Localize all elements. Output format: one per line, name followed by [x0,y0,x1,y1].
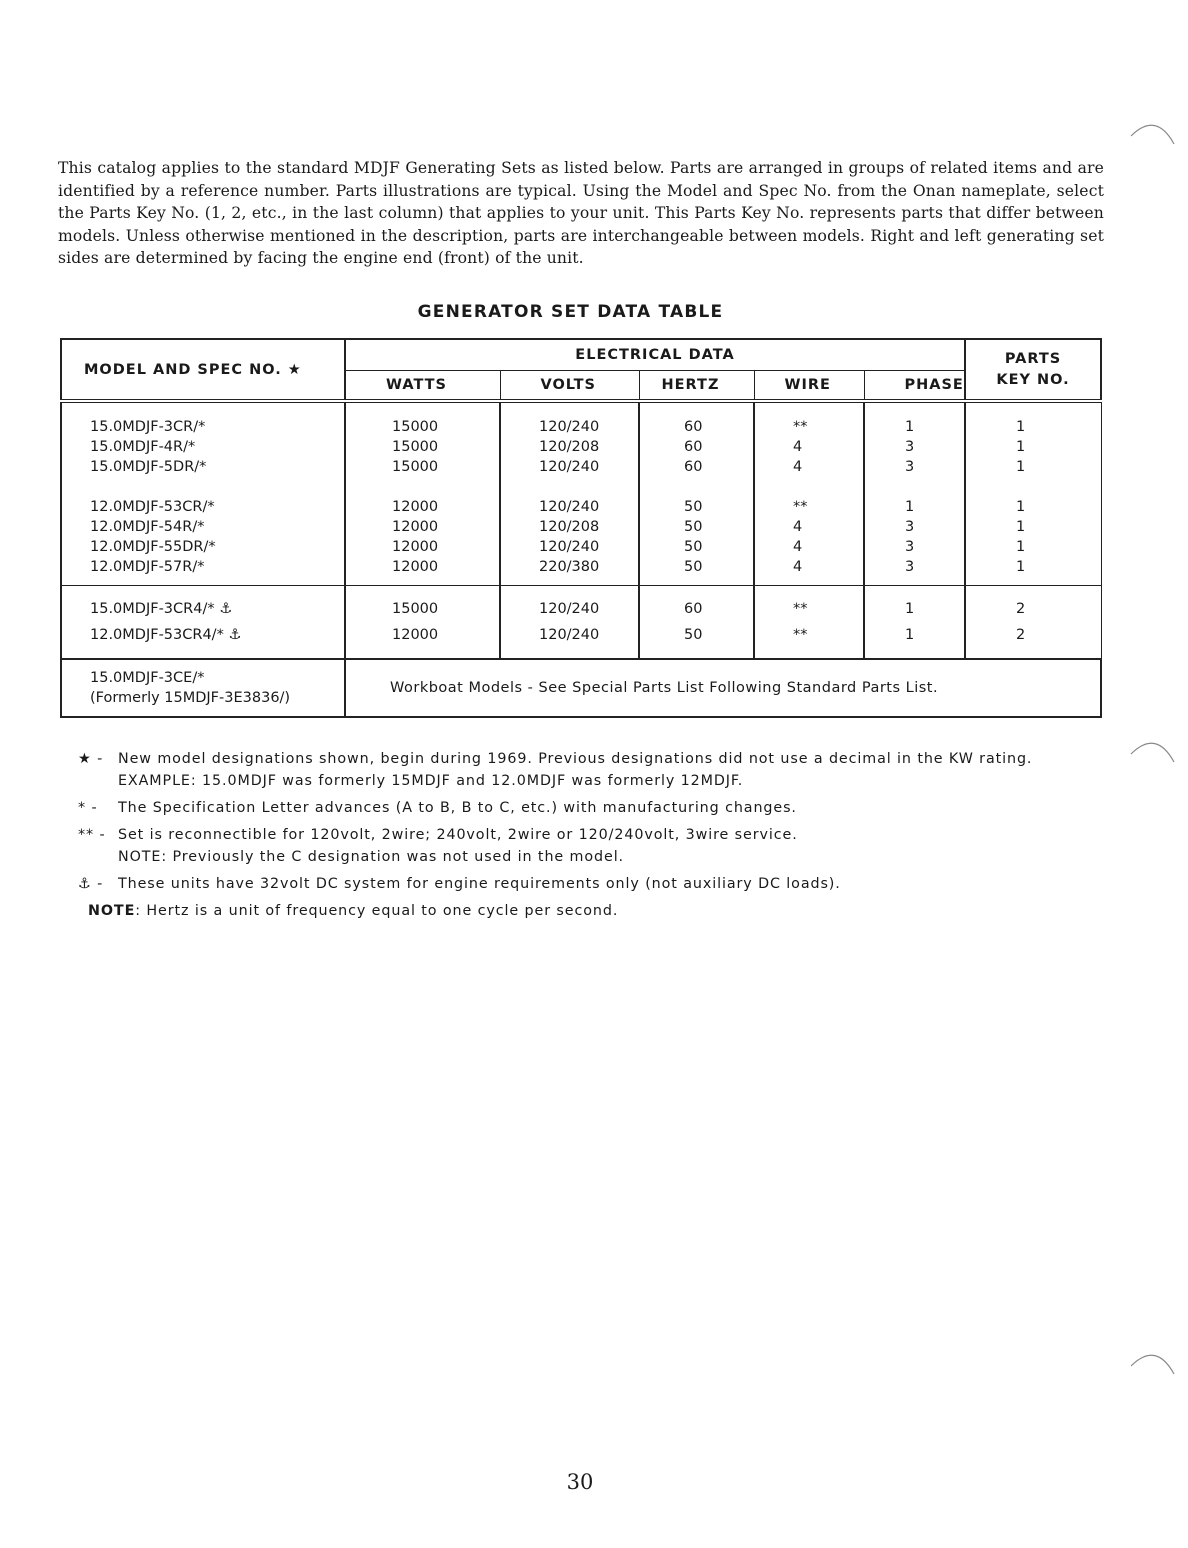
wire-cell [754,481,864,586]
key-cell [965,586,1101,660]
volts-cell [500,401,639,481]
key-value: 1 [1016,559,1026,575]
header-parts-key [965,339,1101,401]
hertz-cell [639,401,754,481]
hertz-value: 50 [684,499,703,515]
watts-value: 12000 [392,539,439,555]
phase-value: 3 [905,519,915,535]
footnotes [74,748,1074,927]
header-parts-key-line2: KEY NO. [996,371,1070,388]
wire-cell [754,401,864,481]
phase-value: 1 [905,627,915,643]
footnote-double-asterisk [74,824,1074,868]
footnote-text: EXAMPLE: 15.0MDJF was formerly 15MDJF and 12.0MDJF was formerly 12MDJF. [118,773,744,789]
model-cell [61,659,345,717]
footnote-asterisk [74,797,1074,819]
wire-value: 4 [793,559,803,575]
model-value: 15.0MDJF-5DR/* [90,459,207,475]
key-cell [965,401,1101,481]
wire-cell [754,586,864,660]
footnote-text: NOTE: Previously the C designation was not used in the model. [118,849,625,865]
volts-value: 120/240 [539,499,600,515]
volts-cell [500,586,639,660]
wire-value: 4 [793,539,803,555]
footnote-hertz [74,900,1074,922]
hertz-value: 60 [684,601,703,617]
volts-value: 120/208 [539,519,600,535]
volts-value: 120/240 [539,627,600,643]
binder-hole-arc-icon [1126,1346,1186,1386]
watts-cell [345,586,500,660]
note-text: : Hertz is a unit of frequency equal to one cycle per second. [135,903,619,919]
header-wire: WIRE [754,371,864,402]
model-value: 12.0MDJF-54R/* [90,519,205,535]
hertz-value: 60 [684,439,703,455]
model-value: 15.0MDJF-3CR/* [90,419,206,435]
watts-value: 15000 [392,439,439,455]
hertz-value: 50 [684,519,703,535]
watts-value: 12000 [392,499,439,515]
phase-value: 1 [905,419,915,435]
table-group-3 [61,586,1101,660]
phase-cell [864,586,965,660]
hertz-value: 60 [684,459,703,475]
model-cell [61,401,345,481]
footnote-text: New model designations shown, begin during 1969. Previous designations did not use a decimal in the KW rating. [118,751,1033,767]
footnote-text: These units have 32volt DC system for engine requirements only (not auxiliary DC loads). [118,876,841,892]
wire-value: ** [793,627,808,643]
footnote-symbol: * - [78,800,98,816]
model-value: 15.0MDJF-3CR4/* ⚓ [90,601,233,617]
header-volts: VOLTS [500,371,639,402]
key-value: 1 [1016,419,1026,435]
footnote-star [74,748,1074,792]
page-number: 30 [566,1470,594,1494]
key-value: 1 [1016,539,1026,555]
watts-value: 12000 [392,559,439,575]
watts-cell [345,481,500,586]
watts-value: 12000 [392,519,439,535]
key-value: 1 [1016,519,1026,535]
phase-value: 1 [905,601,915,617]
hertz-value: 50 [684,627,703,643]
footnote-symbol: ★ - [78,751,104,767]
phase-value: 3 [905,459,915,475]
key-value: 1 [1016,439,1026,455]
watts-value: 15000 [392,459,439,475]
intro-paragraph: This catalog applies to the standard MDJF Generating Sets as listed below. Parts are arranged in groups of related items and are identified by a reference number. Parts illustrations are typical. Using the Model and Spec No. from the Onan nameplate, select the Parts Key No. (1, 2, etc., in the last column) that applies to your unit. This Parts Key No. represents parts that differ between models. Unless otherwise mentioned in the description, parts are interchangeable between models. Right and left generating set sides are determined by facing the engine end (front) of the unit. [58,159,1104,268]
footnote-symbol: ** - [78,827,106,843]
key-value: 2 [1016,601,1026,617]
phase-value: 3 [905,539,915,555]
watts-value: 12000 [392,627,439,643]
phase-value: 3 [905,439,915,455]
key-value: 1 [1016,459,1026,475]
table-title: GENERATOR SET DATA TABLE [417,302,724,322]
hertz-value: 50 [684,559,703,575]
header-model: MODEL AND SPEC NO. ★ [61,339,345,401]
note-label: NOTE [88,903,136,919]
wire-value: ** [793,601,808,617]
workboat-note: Workboat Models - See Special Parts List Following Standard Parts List. [345,659,1101,717]
model-value: 12.0MDJF-55DR/* [90,539,216,555]
volts-cell [500,481,639,586]
phase-cell [864,481,965,586]
wire-value: ** [793,419,808,435]
header-phase: PHASE [864,371,965,402]
model-value: 12.0MDJF-57R/* [90,559,205,575]
footnote-text: Set is reconnectible for 120volt, 2wire; 240volt, 2wire or 120/240volt, 3wire service. [118,827,798,843]
model-cell [61,586,345,660]
model-cell [61,481,345,586]
volts-value: 120/240 [539,419,600,435]
footnote-symbol: ⚓ - [78,876,104,892]
model-value: (Formerly 15MDJF-3E3836/) [90,690,291,706]
table-group-workboat [61,659,1101,717]
phase-cell [864,401,965,481]
hertz-value: 60 [684,419,703,435]
footnote-anchor [74,873,1074,895]
volts-value: 120/240 [539,459,600,475]
hertz-value: 50 [684,539,703,555]
footnote-text: The Specification Letter advances (A to B, B to C, etc.) with manufacturing changes. [118,800,797,816]
watts-value: 15000 [392,601,439,617]
table-group-2 [61,481,1101,586]
generator-set-data-table [60,338,1102,718]
table-group-1 [61,401,1101,481]
header-parts-key-line1: PARTS [1004,350,1062,367]
phase-value: 1 [905,499,915,515]
model-value: 15.0MDJF-3CE/* [90,670,205,686]
volts-value: 120/240 [539,539,600,555]
binder-hole-arc-icon [1126,116,1186,156]
wire-value: 4 [793,459,803,475]
wire-value: 4 [793,519,803,535]
wire-value: ** [793,499,808,515]
header-watts: WATTS [345,371,500,402]
volts-value: 120/208 [539,439,600,455]
model-value: 15.0MDJF-4R/* [90,439,196,455]
key-value: 2 [1016,627,1026,643]
volts-value: 120/240 [539,601,600,617]
phase-value: 3 [905,559,915,575]
model-value: 12.0MDJF-53CR/* [90,499,215,515]
model-value: 12.0MDJF-53CR4/* ⚓ [90,627,242,643]
watts-cell [345,401,500,481]
volts-value: 220/380 [539,559,600,575]
wire-value: 4 [793,439,803,455]
header-hertz: HERTZ [639,371,754,402]
hertz-cell [639,481,754,586]
key-value: 1 [1016,499,1026,515]
header-electrical-data: ELECTRICAL DATA [345,339,965,371]
key-cell [965,481,1101,586]
hertz-cell [639,586,754,660]
binder-hole-arc-icon [1126,734,1186,774]
watts-value: 15000 [392,419,439,435]
